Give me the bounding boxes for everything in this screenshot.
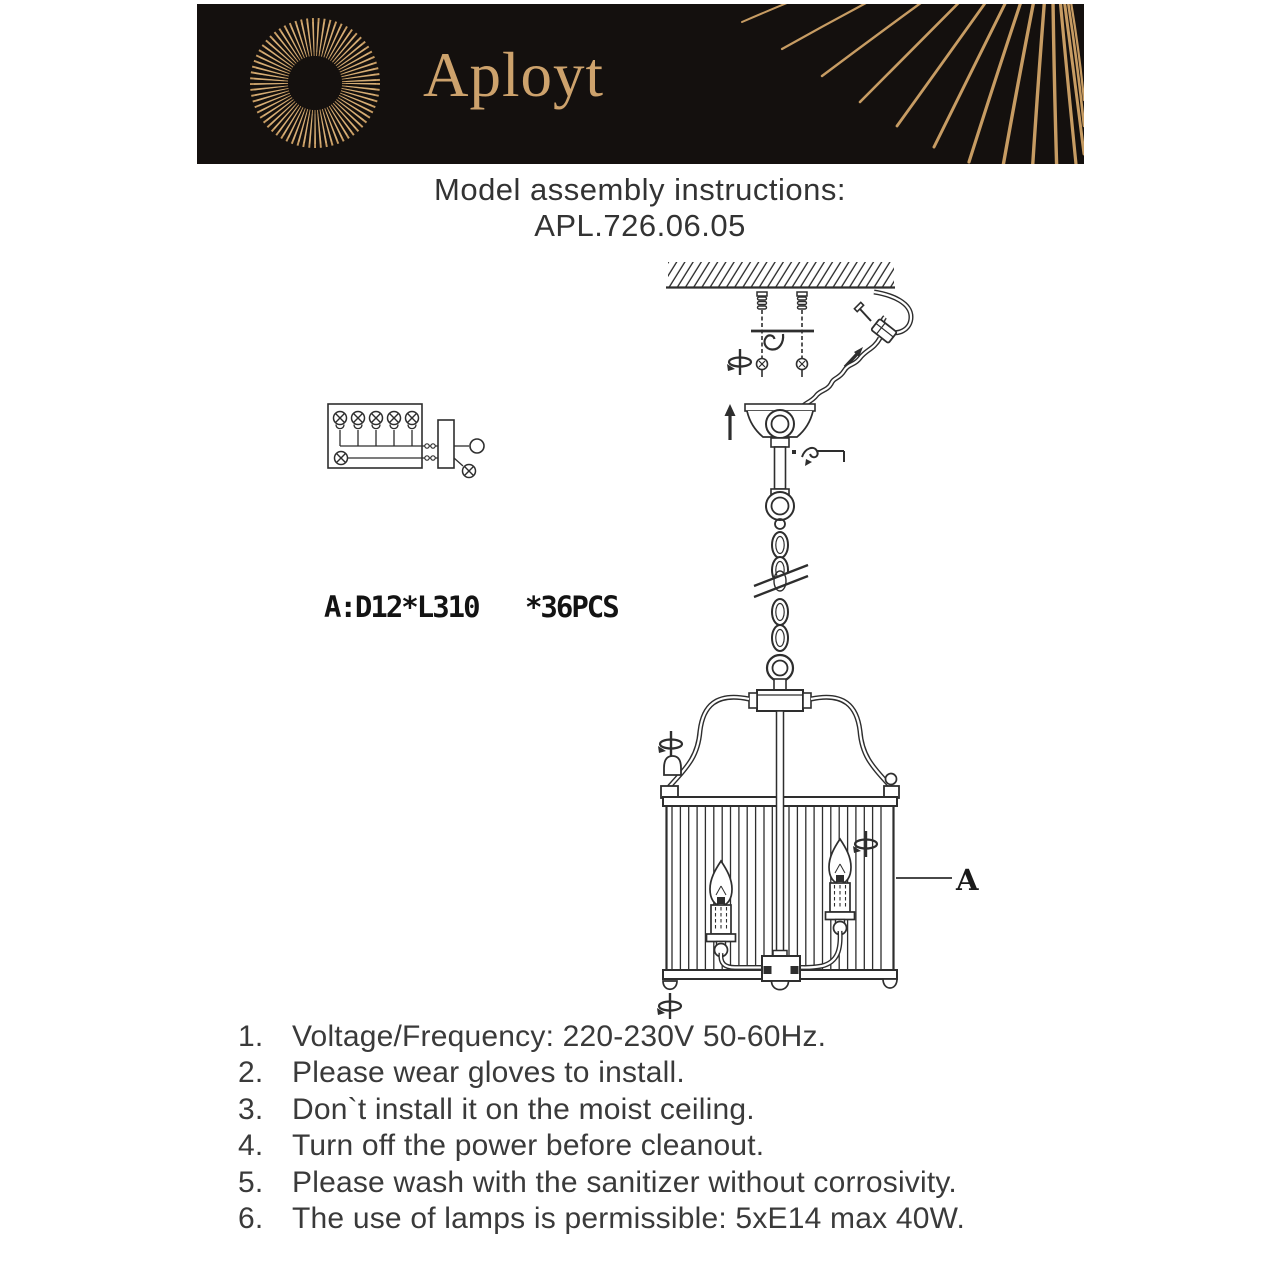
- instruction-item: [238, 1202, 1098, 1238]
- instruction-item: [238, 1166, 1098, 1202]
- ceiling-hatch: [666, 262, 895, 288]
- rotate-bottom-finial-icon: [657, 993, 681, 1019]
- finial-mounted: [884, 774, 899, 799]
- ceiling-hook: [765, 334, 784, 350]
- ground-symbol: [470, 439, 484, 453]
- banner-decor: [197, 4, 1084, 164]
- instruction-item: [238, 1129, 1098, 1165]
- item-number: 1.: [238, 1020, 264, 1053]
- wire-clamp-detail: [792, 448, 844, 466]
- lantern-top: [749, 655, 811, 711]
- item-text: Turn off the power before cleanout.: [292, 1129, 765, 1163]
- anchor-screw-left: [757, 292, 768, 377]
- part-spec-label: A:D12*L310 *36PCS: [324, 590, 618, 624]
- callout-a-label: A: [956, 863, 979, 897]
- rotate-bulb-icon: [853, 831, 877, 857]
- item-text: The use of lamps is permissible: 5xE14 max 40W.: [292, 1201, 966, 1235]
- power-wire: [803, 292, 911, 406]
- assembly-diagram: [0, 248, 1280, 1023]
- item-text: Please wear gloves to install.: [292, 1056, 685, 1090]
- item-number: 6.: [238, 1201, 264, 1235]
- item-number: 5.: [238, 1165, 264, 1199]
- anchor-screw-right: [797, 292, 808, 377]
- lift-arrow-icon: [725, 404, 736, 440]
- instruction-item: [238, 1020, 1098, 1056]
- canopy-ring: [766, 410, 794, 438]
- rotate-finial-icon: [658, 731, 682, 757]
- terminal-screw: [860, 309, 871, 321]
- corner-rays-decor: [742, 4, 1084, 164]
- sunburst-logo-icon: [269, 37, 361, 129]
- item-text: Please wash with the sanitizer without corrosivity.: [292, 1165, 957, 1199]
- wiring-schematic: [328, 404, 484, 478]
- model-number: APL.726.06.05: [534, 208, 746, 243]
- page-title: Model assembly instructions:: [434, 172, 846, 207]
- wire-connector: [871, 319, 897, 344]
- instruction-item: [238, 1093, 1098, 1129]
- rotate-screw-icon: [727, 349, 751, 375]
- instruction-list: [238, 1020, 1098, 1238]
- bottom-finial-left: [663, 981, 677, 989]
- brand-banner: [197, 4, 1084, 164]
- bottom-frame: [663, 951, 897, 990]
- center-rod: [777, 711, 784, 957]
- lantern-loop: [767, 655, 793, 681]
- instruction-item: [238, 1056, 1098, 1092]
- item-text: Don`t install it on the moist ceiling.: [292, 1092, 755, 1126]
- candle-left: [707, 861, 736, 957]
- terminal-block: [438, 420, 454, 468]
- item-text: Voltage/Frequency: 220-230V 50-60Hz.: [292, 1020, 827, 1053]
- bottom-finial-right: [883, 979, 897, 988]
- hanging-chain: [752, 492, 810, 651]
- brand-wordmark: Aployt: [423, 40, 605, 110]
- candle-right: [826, 839, 855, 935]
- callout-a: [896, 863, 979, 897]
- item-number: 2.: [238, 1056, 264, 1090]
- mounting-bracket: [751, 331, 814, 350]
- item-number: 3.: [238, 1092, 264, 1126]
- item-number: 4.: [238, 1129, 264, 1163]
